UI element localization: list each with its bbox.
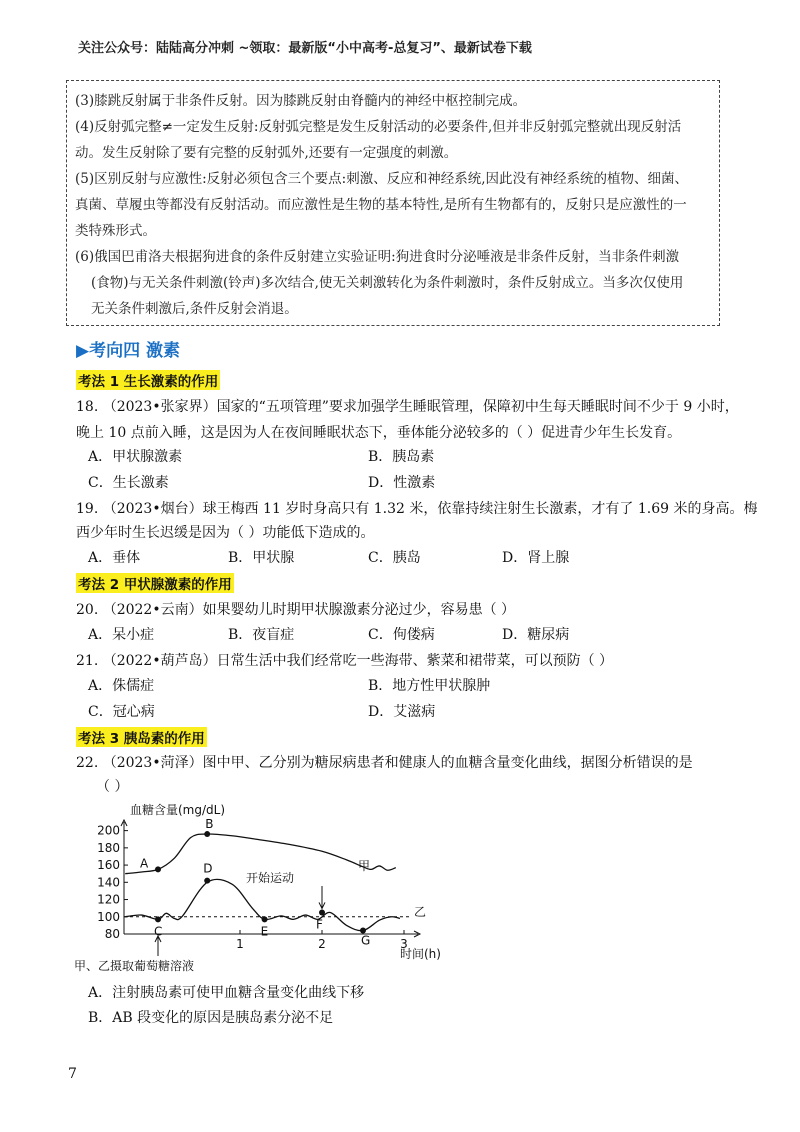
note-line: (6)俄国巴甫洛夫根据狗进食的条件反射建立实验证明:狗进食时分泌唾液是非条件反射，当非条件刺激 [75,249,680,265]
page-header: 关注公众号：陆陆高分冲刺 ~领取：最新版“小中高考-总复习”、最新试卷下载 [78,41,532,56]
q18-line2: 晚上 10 点前入睡，这是因为人在夜间睡眠状态下，垂体能分泌较多的（ ）促进青少年生长发育。 [76,425,682,441]
point-label-e: E [260,924,269,939]
q19-option-b: B．甲状腺 [228,550,295,566]
y-tick-label: 80 [104,927,120,941]
q20-option-d: D．糖尿病 [502,627,570,643]
y-tick-label: 120 [97,892,120,907]
x-axis-label: 时间(h) [400,947,441,961]
q19-option-c: C．胰岛 [368,550,421,566]
y-tick-label: 200 [97,823,120,838]
q22-line1: 22. （2023•菏泽）图中甲、乙分别为糖尿病患者和健康人的血糖含量变化曲线，据图分析错误的是 [76,755,693,771]
annotation-exercise: 开始运动 [246,871,295,885]
point-e [262,916,268,922]
notes-box [66,80,720,326]
q19-line1: 19. （2023•烟台）球王梅西 11 岁时身高只有 1.32 米，依靠持续注射生长激素，才有了 1.69 米的身高。梅 [76,501,758,517]
note-line: (4)反射弧完整≠一定发生反射:反射弧完整是发生反射活动的必要条件,但并非反射弧完整就出现反射活 [75,119,682,135]
q18-option-a: A．甲状腺激素 [88,449,183,465]
q21-option-c: C．冠心病 [88,704,155,720]
note-line: 动。发生反射除了要有完整的反射弧外,还要有一定强度的刺激。 [75,145,458,161]
point-label-d: D [203,861,213,876]
q18-option-c: C．生长激素 [88,475,169,491]
point-d [204,878,210,884]
q21-option-a: A．侏儒症 [88,678,155,694]
y-tick-label: 160 [97,858,120,873]
q20-line1: 20. （2022•云南）如果婴幼儿时期甲状腺激素分泌过少，容易患（ ） [76,602,516,618]
series-yi-line [125,879,400,930]
q18-line1: 18. （2023•张家界）国家的“五项管理”要求加强学生睡眠管理，保障初中生每天睡眠时间不少于 9 小时， [76,399,739,415]
series-label-yi: 乙 [414,905,427,919]
q21-line1: 21. （2022•葫芦岛）日常生活中我们经常吃一些海带、紫菜和裙带菜，可以预防（ ） [76,653,614,669]
point-label-a: A [140,856,149,871]
point-label-b: B [205,817,214,832]
note-line: 类特殊形式。 [75,223,156,239]
point-f [319,909,325,915]
note-line: (3)膝跳反射属于非条件反射。因为膝跳反射由脊髓内的神经中枢控制完成。 [75,93,527,109]
point-c [155,916,161,922]
q20-option-c: C．佝偻病 [368,627,435,643]
q22-option-a: A．注射胰岛素可使甲血糖含量变化曲线下移 [88,985,365,1001]
q19-option-d: D．肾上腺 [502,550,570,566]
y-tick-label: 100 [97,909,120,924]
kaofa-heading-2: 考法 2 甲状腺激素的作用 [76,573,234,593]
y-tick-label: 140 [97,875,120,890]
x-tick-label: 2 [318,937,326,951]
q22-option-b: B．AB 段变化的原因是胰岛素分泌不足 [88,1010,334,1026]
y-tick-label: 180 [97,840,120,855]
q20-option-a: A．呆小症 [88,627,155,643]
kaofa-heading-1: 考法 1 生长激素的作用 [76,370,220,390]
note-line: (5)区别反射与应激性:反射必须包含三个要点:刺激、反应和神经系统,因此没有神经系统的植物、细菌、 [75,171,689,187]
note-line: 无关条件刺激后,条件反射会消退。 [91,301,298,317]
q18-option-b: B．胰岛素 [368,449,435,465]
blood-sugar-chart [74,800,448,976]
q21-option-d: D．艾滋病 [368,704,436,720]
kaofa-heading-3: 考法 3 胰岛素的作用 [76,727,207,747]
q22-line2: （ ） [96,779,129,795]
point-b [204,831,210,837]
q19-line2: 西少年时生长迟缓是因为（ ）功能低下造成的。 [76,525,375,541]
q21-option-b: B．地方性甲状腺肿 [368,678,491,694]
point-a [155,866,161,872]
x-tick-label: 1 [236,937,244,951]
point-label-g: G [361,933,371,948]
q20-option-b: B．夜盲症 [228,627,295,643]
page-number: 7 [68,1066,77,1082]
series-label-jia: 甲 [358,859,371,873]
note-line: (食物)与无关条件刺激(铃声)多次结合,使无关刺激转化为条件刺激时，条件反射成立。当多次仅使用 [91,275,684,291]
q19-option-a: A．垂体 [88,550,141,566]
annotation-glucose: 甲、乙摄取葡萄糖溶液 [74,959,195,973]
point-label-c: C [154,924,163,939]
section-title: ▶考向四 激素 [76,341,180,361]
x-tick-label: 3 [400,937,408,951]
q18-option-d: D．性激素 [368,475,436,491]
point-label-f: F [316,917,323,932]
series-jia-line [125,834,396,874]
note-line: 真菌、草履虫等都没有反射活动。而应激性是生物的基本特性,是所有生物都有的，反射只是应激性的一 [75,197,687,213]
y-axis-label: 血糖含量(mg/dL) [130,803,226,817]
